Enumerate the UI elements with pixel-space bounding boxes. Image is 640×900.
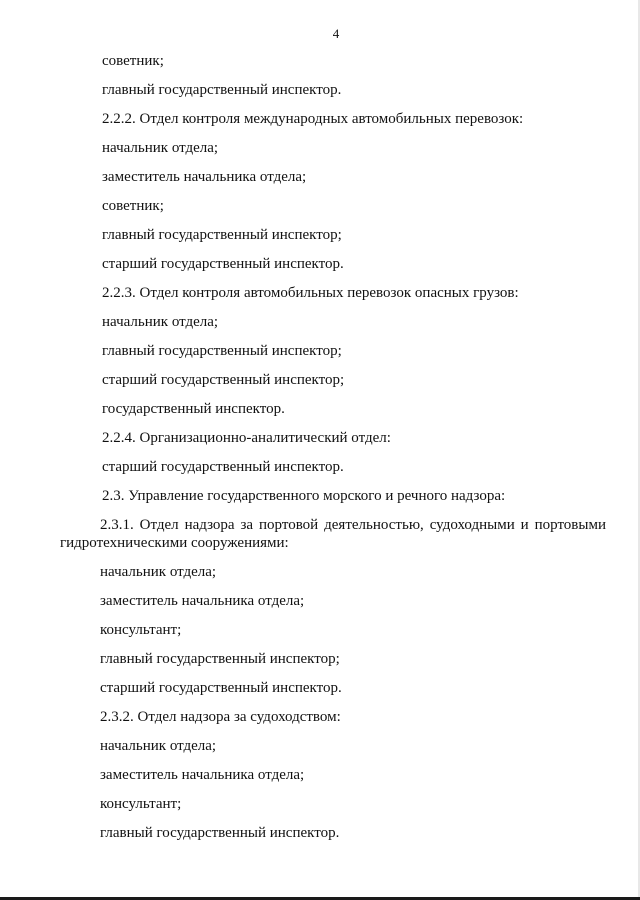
text-line-12: старший государственный инспектор; xyxy=(102,372,345,388)
text-line-24: начальник отдела; xyxy=(100,738,217,754)
text-line-11: главный государственный инспектор; xyxy=(102,343,342,359)
text-line-2: главный государственный инспектор. xyxy=(102,82,342,98)
text-line-27: главный государственный инспектор. xyxy=(100,825,340,841)
text-line-8: старший государственный инспектор. xyxy=(102,256,344,272)
page-number: 4 xyxy=(332,26,340,41)
text-line-22: старший государственный инспектор. xyxy=(100,680,342,696)
section-heading-2-3-1: 2.3.1. Отдел надзора за портовой деятельностью, судоходными и портовыми гидротехническими сооружениями: xyxy=(60,517,606,551)
text-line-4: начальник отдела; xyxy=(102,140,219,156)
section-heading-2-2-4: 2.2.4. Организационно-аналитический отдел: xyxy=(102,430,391,446)
text-line-26: консультант; xyxy=(100,796,182,812)
text-line-25: заместитель начальника отдела; xyxy=(100,767,305,783)
text-line-7: главный государственный инспектор; xyxy=(102,227,342,243)
section-heading-2-3-2: 2.3.2. Отдел надзора за судоходством: xyxy=(100,709,341,725)
section-heading-2-2-3: 2.2.3. Отдел контроля автомобильных перевозок опасных грузов: xyxy=(102,285,519,301)
text-line-10: начальник отдела; xyxy=(102,314,219,330)
text-line-13: государственный инспектор. xyxy=(102,401,285,417)
text-line-19: заместитель начальника отдела; xyxy=(100,593,305,609)
text-line-1: советник; xyxy=(102,53,164,69)
section-heading-2-2-2: 2.2.2. Отдел контроля международных автомобильных перевозок: xyxy=(102,111,524,127)
section-heading-2-3: 2.3. Управление государственного морского и речного надзора: xyxy=(102,488,506,504)
text-line-6: советник; xyxy=(102,198,164,214)
text-line-15: старший государственный инспектор. xyxy=(102,459,344,475)
text-line-21: главный государственный инспектор; xyxy=(100,651,340,667)
text-line-5: заместитель начальника отдела; xyxy=(102,169,307,185)
text-line-20: консультант; xyxy=(100,622,182,638)
text-line-18: начальник отдела; xyxy=(100,564,217,580)
